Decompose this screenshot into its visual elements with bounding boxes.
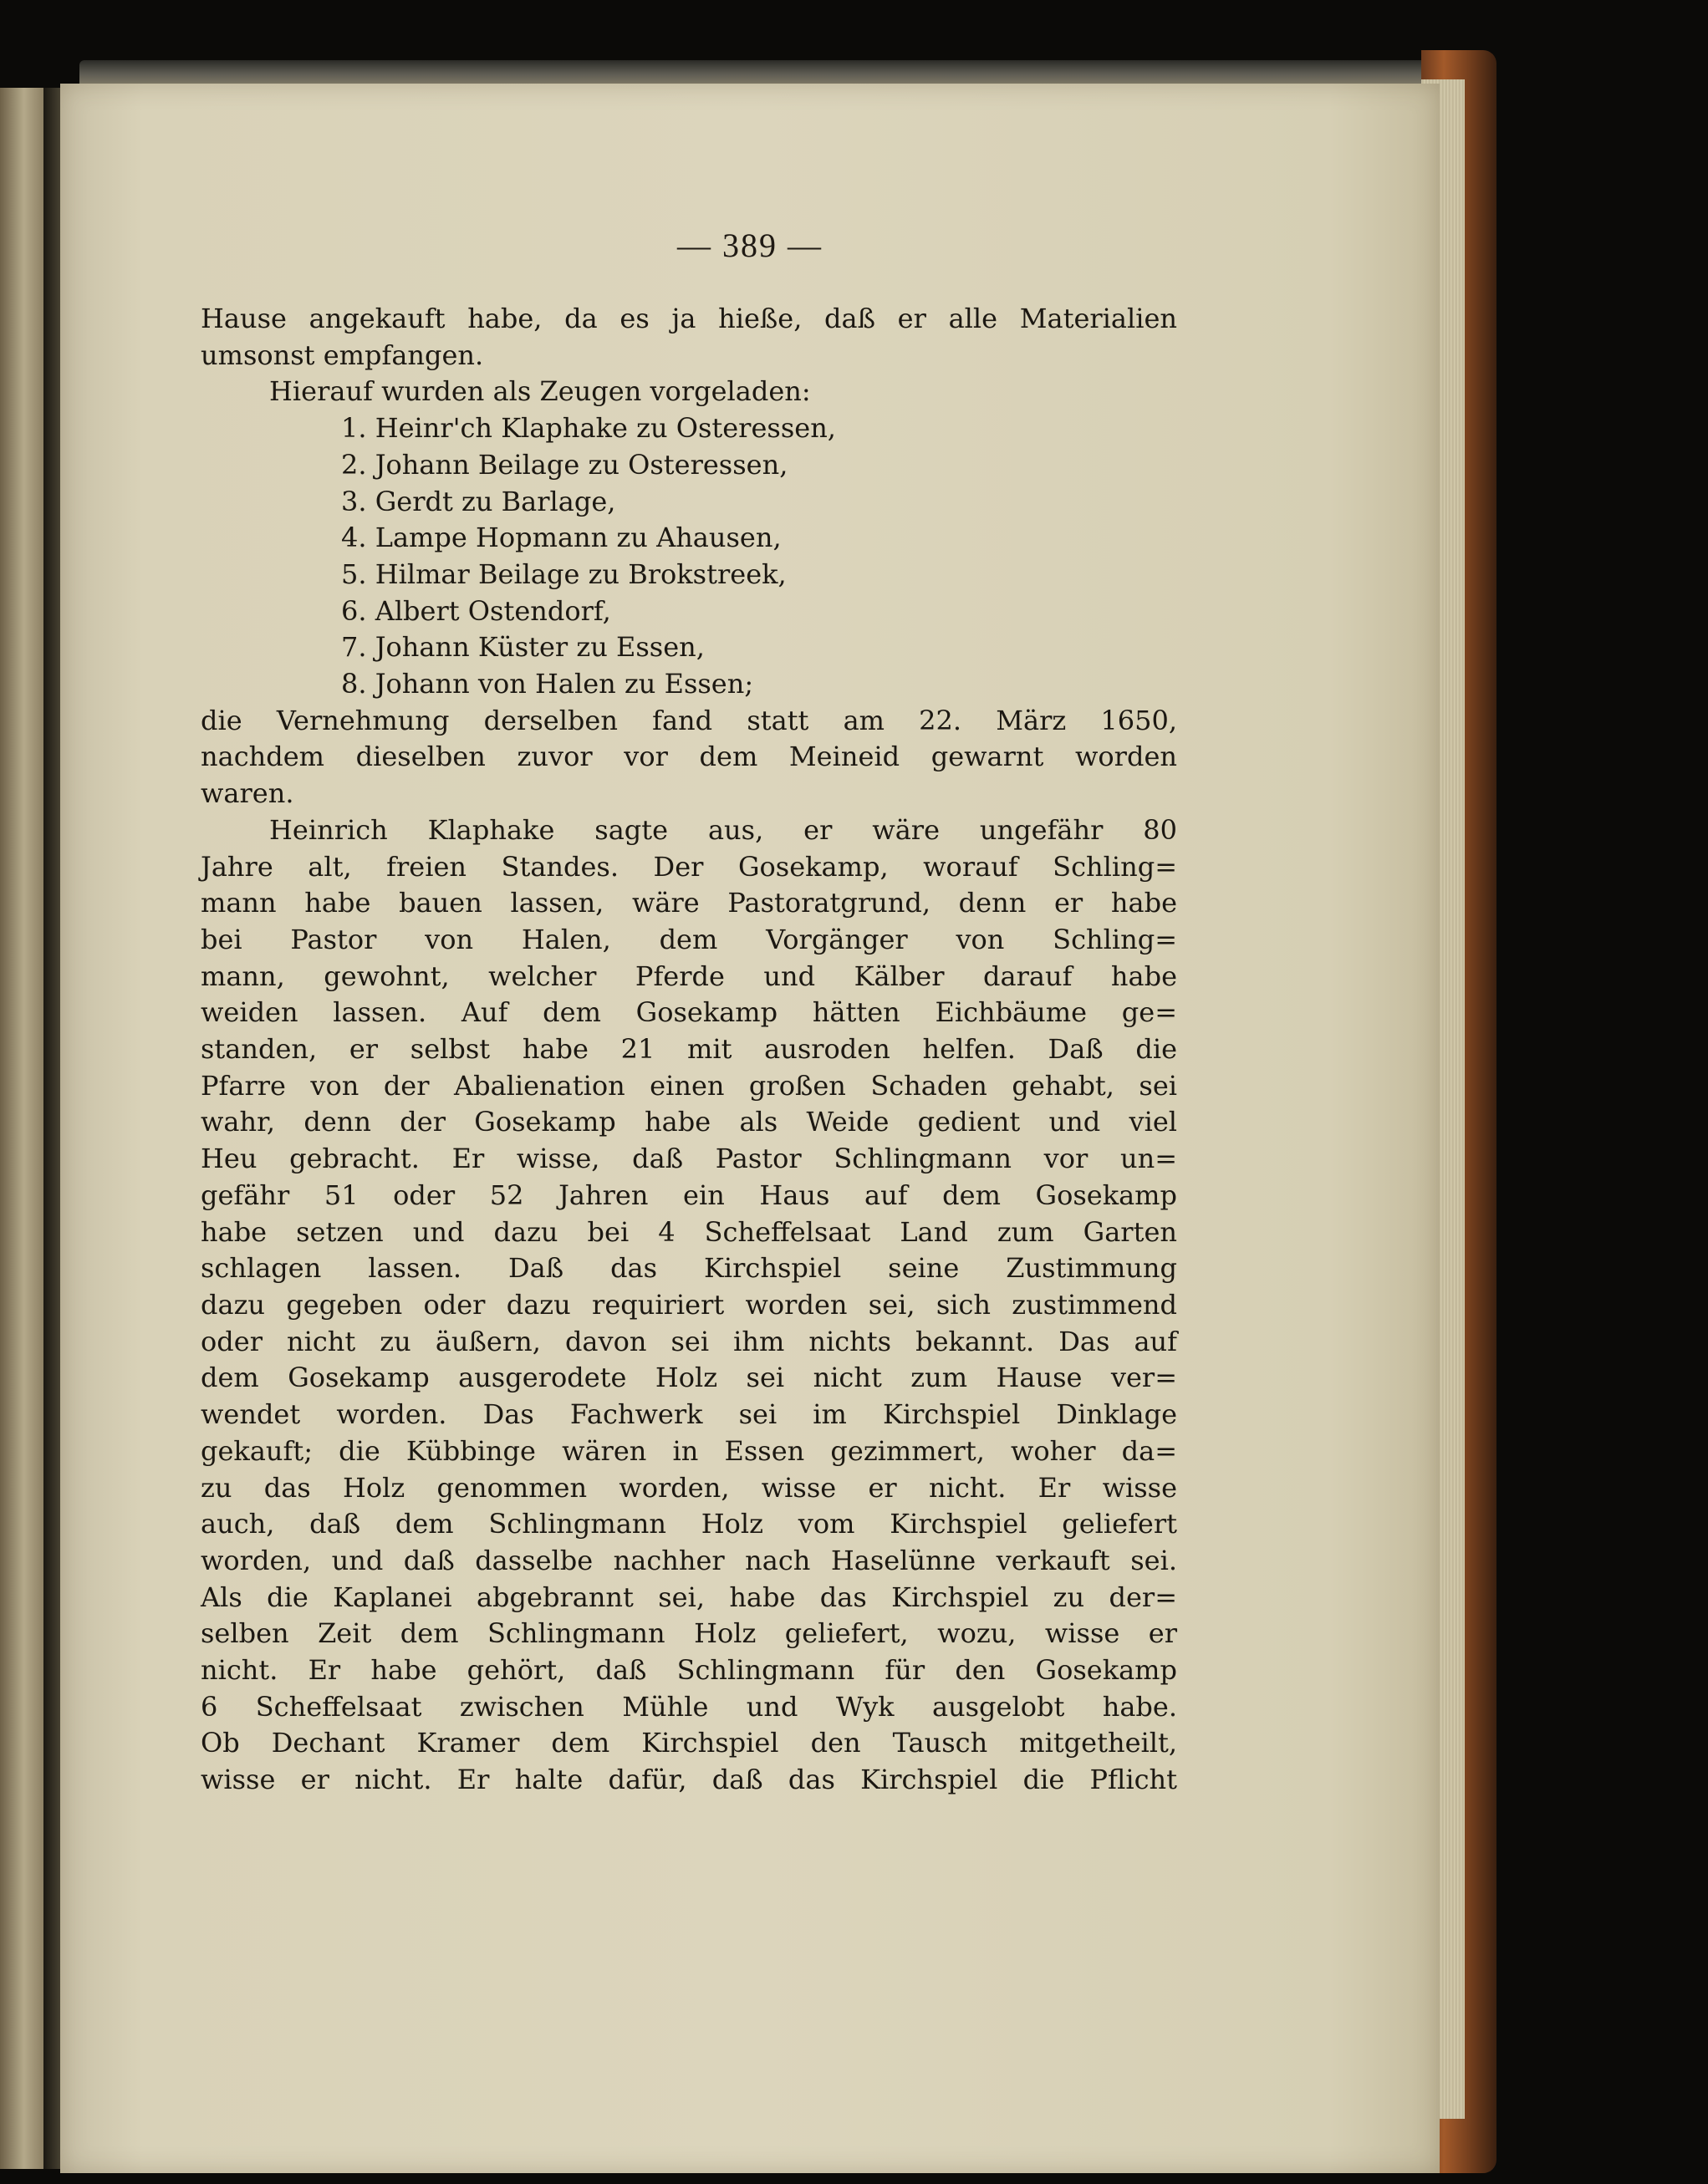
page-number: — 389 — [677, 227, 823, 264]
text-line: Pfarre von der Abalienation einen großen Schaden gehabt, sei [201, 1069, 1177, 1102]
text-line: schlagen lassen. Daß das Kirchspiel seine Zustimmung [201, 1252, 1177, 1285]
text-line: dem Gosekamp ausgerodete Holz sei nicht zum Hause ver= [201, 1362, 1177, 1394]
text-line: Hause angekauft habe, da es ja hieße, daß er alle Materialien [201, 303, 1177, 334]
text-line: zu das Holz genommen worden, wisse er nicht. Er wisse [201, 1471, 1177, 1504]
text-line: 6. Albert Ostendorf, [341, 594, 611, 627]
text-line: Ob Dechant Kramer dem Kirchspiel den Tausch mitgetheilt, [201, 1727, 1177, 1759]
text-line: Heinrich Klaphake sagte aus, er wäre ungefähr 80 [269, 813, 1177, 846]
text-line: 1. Heinr'ch Klaphake zu Osteressen, [341, 412, 836, 445]
book-spine [43, 88, 62, 2169]
page-body-text [201, 301, 1177, 1799]
text-line: dazu gegeben oder dazu requiriert worden sei, sich zustimmend [201, 1288, 1177, 1321]
text-line: mann habe bauen lassen, wäre Pastoratgrund, denn er habe [201, 887, 1177, 919]
text-line: die Vernehmung derselben fand statt am 22. März 1650, [201, 704, 1177, 736]
text-line: selben Zeit dem Schlingmann Holz geliefert, wozu, wisse er [201, 1617, 1177, 1650]
text-line: nicht. Er habe gehört, daß Schlingmann für den Gosekamp [201, 1654, 1177, 1687]
text-line: oder nicht zu äußern, davon sei ihm nichts bekannt. Das auf [201, 1325, 1177, 1357]
text-line: wendet worden. Das Fachwerk sei im Kirchspiel Dinklage [201, 1398, 1177, 1431]
text-line: mann, gewohnt, welcher Pferde und Kälber darauf habe [201, 960, 1177, 992]
text-line: Jahre alt, freien Standes. Der Gosekamp, worauf Schling= [201, 850, 1177, 883]
text-line: waren. [201, 777, 294, 810]
text-line: wisse er nicht. Er halte dafür, daß das Kirchspiel die Pflicht [201, 1764, 1177, 1796]
text-line: 7. Johann Küster zu Essen, [341, 631, 705, 664]
text-line: umsonst empfangen. [201, 339, 484, 371]
text-line: nachdem dieselben zuvor vor dem Meineid gewarnt worden [201, 741, 1177, 773]
text-line: gefähr 51 oder 52 Jahren ein Haus auf dem Gosekamp [201, 1179, 1177, 1211]
text-line: Heu gebracht. Er wisse, daß Pastor Schlingmann vor un= [201, 1143, 1177, 1175]
text-line: 5. Hilmar Beilage zu Brokstreek, [341, 557, 787, 590]
text-line: wahr, denn der Gosekamp habe als Weide gedient und viel [201, 1106, 1177, 1138]
text-line: 2. Johann Beilage zu Osteressen, [341, 448, 788, 481]
text-line: worden, und daß dasselbe nachher nach Haselünne verkauft sei. [201, 1544, 1177, 1576]
text-line: 8. Johann von Halen zu Essen; [341, 668, 754, 700]
text-line: Hierauf wurden als Zeugen vorgeladen: [269, 375, 811, 408]
text-line: bei Pastor von Halen, dem Vorgänger von Schling= [201, 923, 1177, 955]
text-line: 6 Scheffelsaat zwischen Mühle und Wyk ausgelobt habe. [201, 1690, 1177, 1723]
text-line: gekauft; die Kübbinge wären in Essen gezimmert, woher da= [201, 1434, 1177, 1467]
text-line: weiden lassen. Auf dem Gosekamp hätten Eichbäume ge= [201, 996, 1177, 1029]
text-line: 3. Gerdt zu Barlage, [341, 485, 616, 517]
facing-page-edge [0, 88, 43, 2169]
text-line: standen, er selbst habe 21 mit ausroden helfen. Daß die [201, 1033, 1177, 1066]
text-line: 4. Lampe Hopmann zu Ahausen, [341, 522, 782, 554]
text-line: habe setzen und dazu bei 4 Scheffelsaat Land zum Garten [201, 1215, 1177, 1248]
text-line: Als die Kaplanei abgebrannt sei, habe das Kirchspiel zu der= [201, 1581, 1177, 1613]
text-line: auch, daß dem Schlingmann Holz vom Kirchspiel geliefert [201, 1508, 1177, 1540]
